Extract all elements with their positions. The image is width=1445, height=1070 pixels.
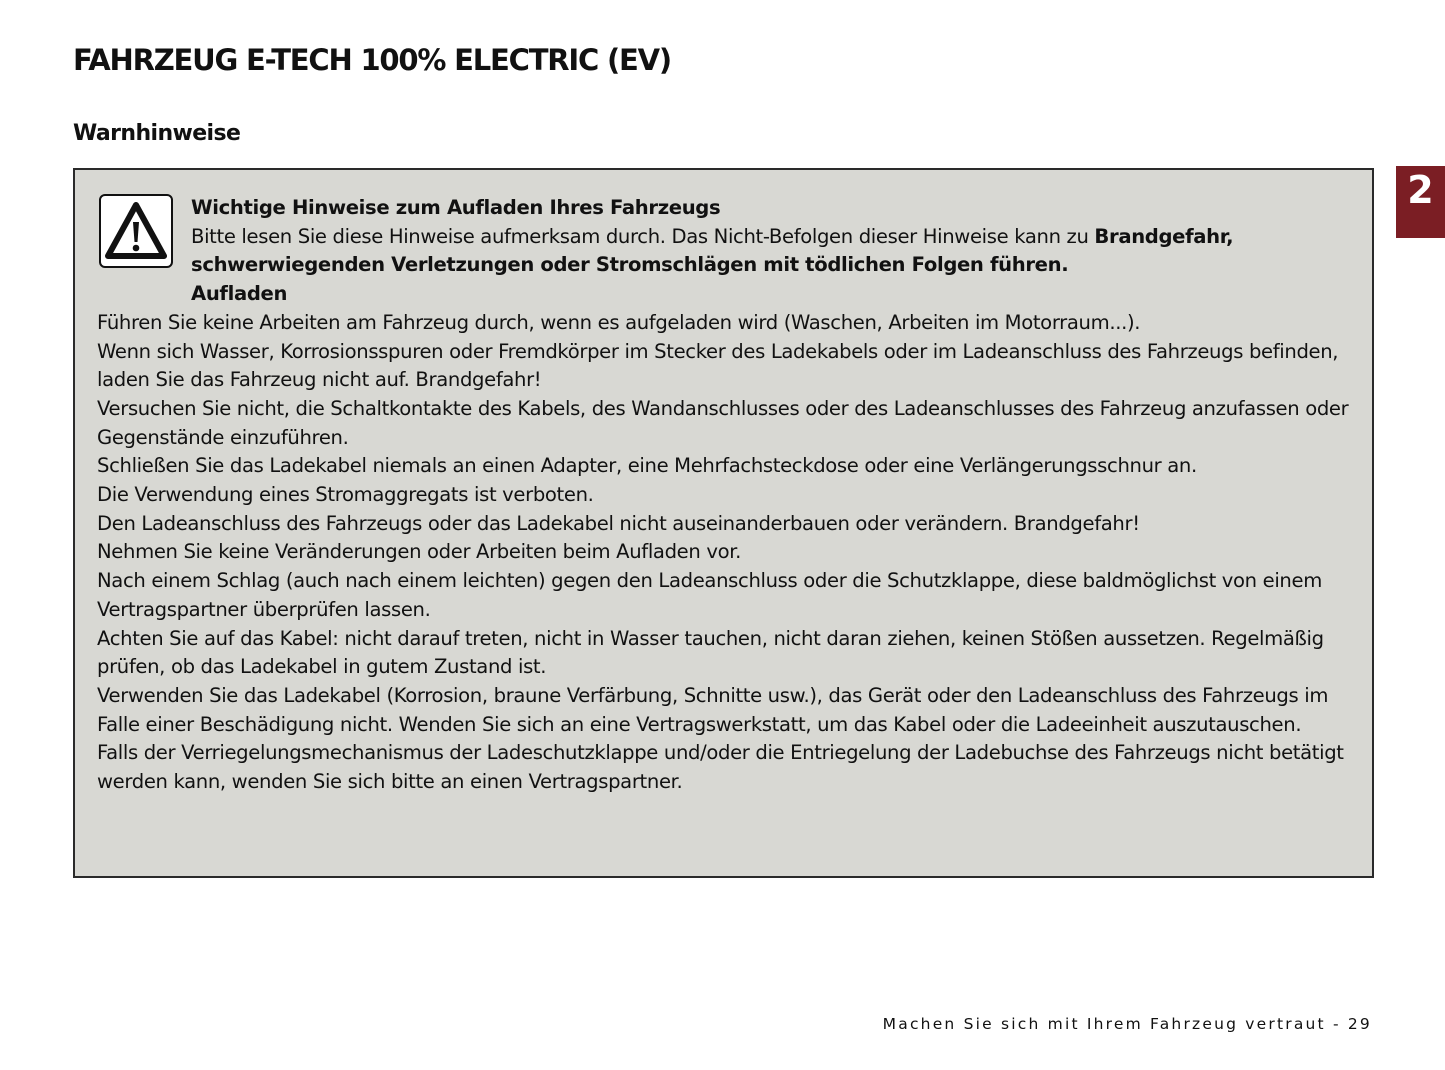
warning-item: Führen Sie keine Arbeiten am Fahrzeug durch, wenn es aufgeladen wird (Waschen, Arbeiten im Motorraum...).	[97, 310, 1141, 334]
warning-item: Versuchen Sie nicht, die Schaltkontakte des Kabels, des Wandanschlusses oder des Ladeanschlusses des Fahrzeug anzufassen oder Gegenstände einzuführen.	[97, 396, 1349, 449]
warning-intro-text: Bitte lesen Sie diese Hinweise aufmerksam durch. Das Nicht-Befolgen dieser Hinweise kann zu	[191, 224, 1095, 248]
warning-subheading: Aufladen	[191, 282, 288, 306]
warning-text	[97, 194, 1357, 797]
chapter-tab: 2	[1396, 166, 1445, 238]
warning-item: Achten Sie auf das Kabel: nicht darauf treten, nicht in Wasser tauchen, nicht daran ziehen, keinen Stößen aussetzen. Regelmäßig prüfen, ob das Ladekabel in gutem Zustand ist.	[97, 626, 1324, 679]
warning-item: Nehmen Sie keine Veränderungen oder Arbeiten beim Aufladen vor.	[97, 540, 741, 564]
warning-item: Nach einem Schlag (auch nach einem leichten) gegen den Ladeanschluss oder die Schutzklappe, diese baldmöglichst von einem Vertragspartner überprüfen lassen.	[97, 569, 1322, 621]
section-title: Warnhinweise	[73, 121, 241, 146]
page-footer: Machen Sie sich mit Ihrem Fahrzeug vertraut - 29	[882, 1015, 1372, 1033]
warning-item: Wenn sich Wasser, Korrosionsspuren oder Fremdkörper im Stecker des Ladekabels oder im Ladeanschluss des Fahrzeugs befinden, laden Sie das Fahrzeug nicht auf. Brandgefahr!	[97, 339, 1339, 392]
warning-item: Verwenden Sie das Ladekabel (Korrosion, braune Verfärbung, Schnitte usw.), das Gerät oder den Ladeanschluss des Fahrzeugs im Falle einer Beschädigung nicht. Wenden Sie sich an eine Vertragswerkstatt, um das Kabel oder die Ladeeinheit auszutauschen.	[97, 683, 1329, 736]
warning-intro-emphasis: Brandgefahr, schwerwiegenden Verletzungen oder Stromschlägen mit tödlichen Folgen führen.	[191, 224, 1234, 277]
warning-heading: Wichtige Hinweise zum Aufladen Ihres Fahrzeugs	[191, 196, 721, 219]
warning-item: Die Verwendung eines Stromaggregats ist verboten.	[97, 483, 594, 507]
warning-intro	[97, 223, 1357, 280]
warning-item: Schließen Sie das Ladekabel niemals an einen Adapter, eine Mehrfachsteckdose oder eine Verlängerungsschnur an.	[97, 454, 1197, 478]
page-title: FAHRZEUG E-TECH 100% ELECTRIC (EV)	[73, 43, 671, 77]
warning-box	[73, 168, 1374, 878]
warning-item: Den Ladeanschluss des Fahrzeugs oder das Ladekabel nicht auseinanderbauen oder verändern. Brandgefahr!	[97, 511, 1140, 535]
warning-item: Falls der Verriegelungsmechanismus der Ladeschutzklappe und/oder die Entriegelung der Ladebuchse des Fahrzeugs nicht betätigt werden kann, wenden Sie sich bitte an einen Vertragspartner.	[97, 741, 1344, 794]
